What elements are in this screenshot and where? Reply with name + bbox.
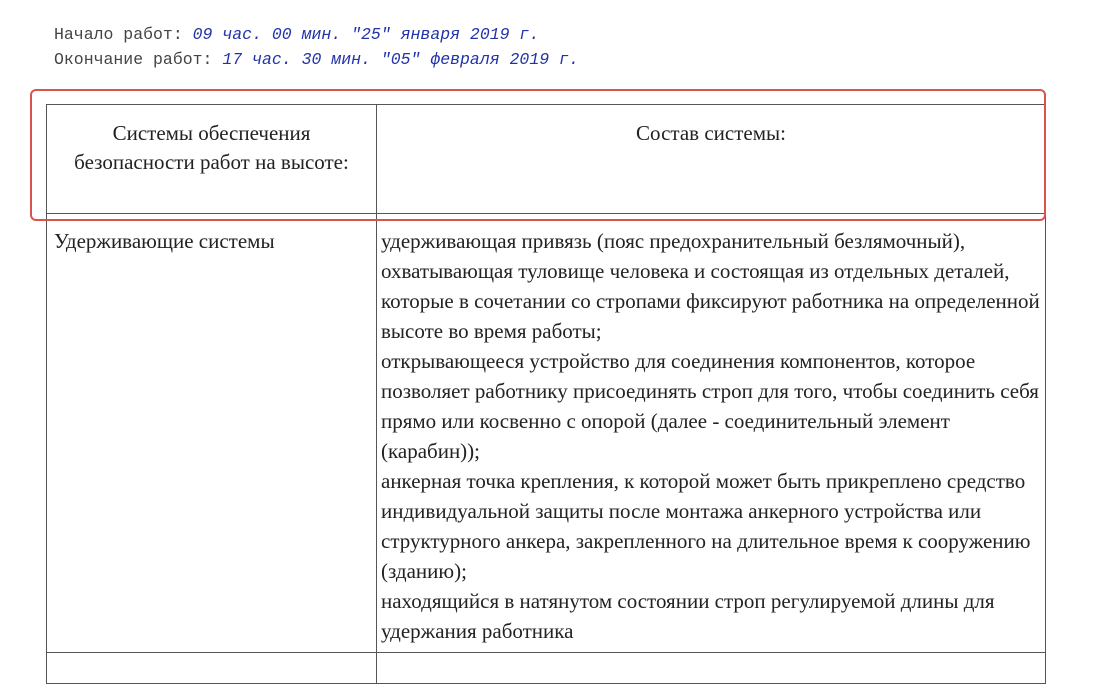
work-start-hours: 09 — [192, 25, 213, 44]
table-header-row — [47, 105, 1046, 214]
empty-cell — [47, 653, 377, 684]
safety-systems-table — [46, 104, 1046, 684]
work-start-hours-unit: час. — [222, 25, 262, 44]
work-end-minutes: 30 — [301, 50, 322, 69]
work-start-line — [54, 22, 579, 47]
work-end-label: Окончание работ: — [54, 50, 213, 69]
composition-item: анкерная точка крепления, к которой может быть прикреплено средство индивидуальной защиты после монтажа анкерного устройства или структурного анкера, закрепленного на длительное время к сооружению (зданию); — [381, 469, 1031, 583]
composition-cell — [377, 214, 1046, 653]
table-row-partial — [47, 653, 1046, 684]
work-end-minutes-unit: мин. — [331, 50, 371, 69]
composition-item: находящийся в натянутом состоянии строп регулируемой длины для удержания работника — [381, 589, 995, 643]
work-end-line — [54, 47, 579, 72]
work-end-date: "05" февраля 2019 г. — [380, 50, 579, 69]
work-start-minutes: 00 — [271, 25, 292, 44]
empty-cell — [377, 653, 1046, 684]
header-composition: Состав системы: — [377, 105, 1046, 214]
composition-item: открывающееся устройство для соединения компонентов, которое позволяет работнику присоединять строп для того, чтобы соединить себя прямо или косвенно с опорой (далее - соединительный элемент (карабин)); — [381, 349, 1039, 463]
header-systems: Системы обеспечения безопасности работ на высоте: — [47, 105, 377, 214]
work-start-minutes-unit: мин. — [301, 25, 342, 44]
composition-item: удерживающая привязь (пояс предохранительный безлямочный), охватывающая туловище человека и состоящая из отдельных деталей, которые в сочетании со стропами фиксируют работника на определенной высоте во время работы; — [381, 229, 1040, 343]
work-start-date: "25" января 2019 г. — [351, 25, 540, 44]
work-end-hours: 17 — [222, 50, 243, 69]
work-times-block — [54, 22, 579, 72]
work-start-label: Начало работ: — [54, 25, 183, 44]
table-row — [47, 214, 1046, 653]
work-end-hours-unit: час. — [252, 50, 292, 69]
system-name-cell: Удерживающие системы — [47, 214, 377, 653]
